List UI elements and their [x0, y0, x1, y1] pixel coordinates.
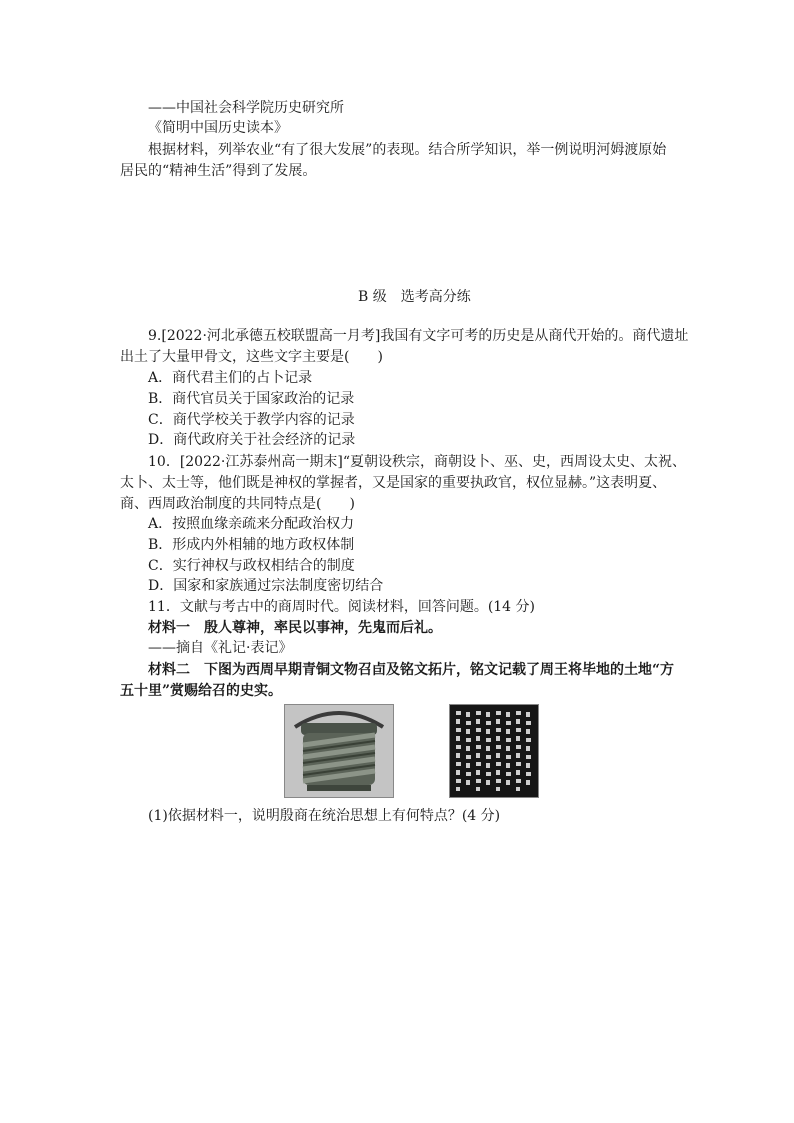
q11-stem: 11．文献与考古中的商周时代。阅读材料，回答问题。(14 分): [148, 599, 536, 615]
q9-stem-line-2: 出土了大量甲骨文，这些文字主要是( ): [120, 349, 383, 365]
source-line-2: 《简明中国历史读本》: [148, 120, 288, 136]
q9-option-d: D．商代政府关于社会经济的记录: [148, 432, 356, 448]
bronze-vessel-image: [284, 704, 394, 798]
inscription-rubbing-image: [449, 704, 539, 798]
q11-material-2-line-2: 五十里”赏赐给召的史实。: [120, 683, 283, 699]
q10-option-a: A．按照血缘亲疏来分配政治权力: [148, 516, 355, 532]
q10-option-d: D．国家和家族通过宗法制度密切结合: [148, 578, 384, 594]
question-text-line-2: 居民的“精神生活”得到了发展。: [120, 163, 317, 179]
q9-option-a: A．商代君主们的占卜记录: [148, 370, 313, 386]
q9-option-b: B．商代官员关于国家政治的记录: [148, 391, 355, 407]
q10-option-c: C．实行神权与政权相结合的制度: [148, 558, 355, 574]
q11-material-1-source: ——摘自《礼记·表记》: [148, 640, 293, 656]
q11-material-1: 材料一 殷人尊神，率民以事神，先鬼而后礼。: [148, 620, 442, 636]
source-line-1: ——中国社会科学院历史研究所: [148, 100, 344, 116]
q10-stem-line-1: 10．[2022·江苏泰州高一期末]“夏朝设秩宗，商朝设卜、巫、史，西周设太史、太祝、: [148, 454, 686, 470]
q10-stem-line-2: 太卜、太士等，他们既是神权的掌握者，又是国家的重要执政官，权位显赫。”这表明夏、: [120, 475, 667, 491]
q9-stem-line-1: 9.[2022·河北承德五校联盟高一月考]我国有文字可考的历史是从商代开始的。商代遗址: [148, 328, 689, 344]
q10-option-b: B．形成内外相辅的地方政权体制: [148, 537, 355, 553]
q11-material-2-line-1: 材料二 下图为西周早期青铜文物召卣及铭文拓片，铭文记载了周王将毕地的土地“方: [148, 662, 675, 678]
q9-option-c: C．商代学校关于教学内容的记录: [148, 412, 355, 428]
q11-sub-question-1: (1)依据材料一，说明殷商在统治思想上有何特点？(4 分): [148, 808, 501, 824]
section-title: B 级 选考高分练: [358, 289, 471, 305]
q10-stem-line-3: 商、西周政治制度的共同特点是( ): [120, 496, 355, 512]
question-text-line-1: 根据材料，列举农业“有了很大发展”的表现。结合所学知识，举一例说明河姆渡原始: [148, 142, 667, 158]
